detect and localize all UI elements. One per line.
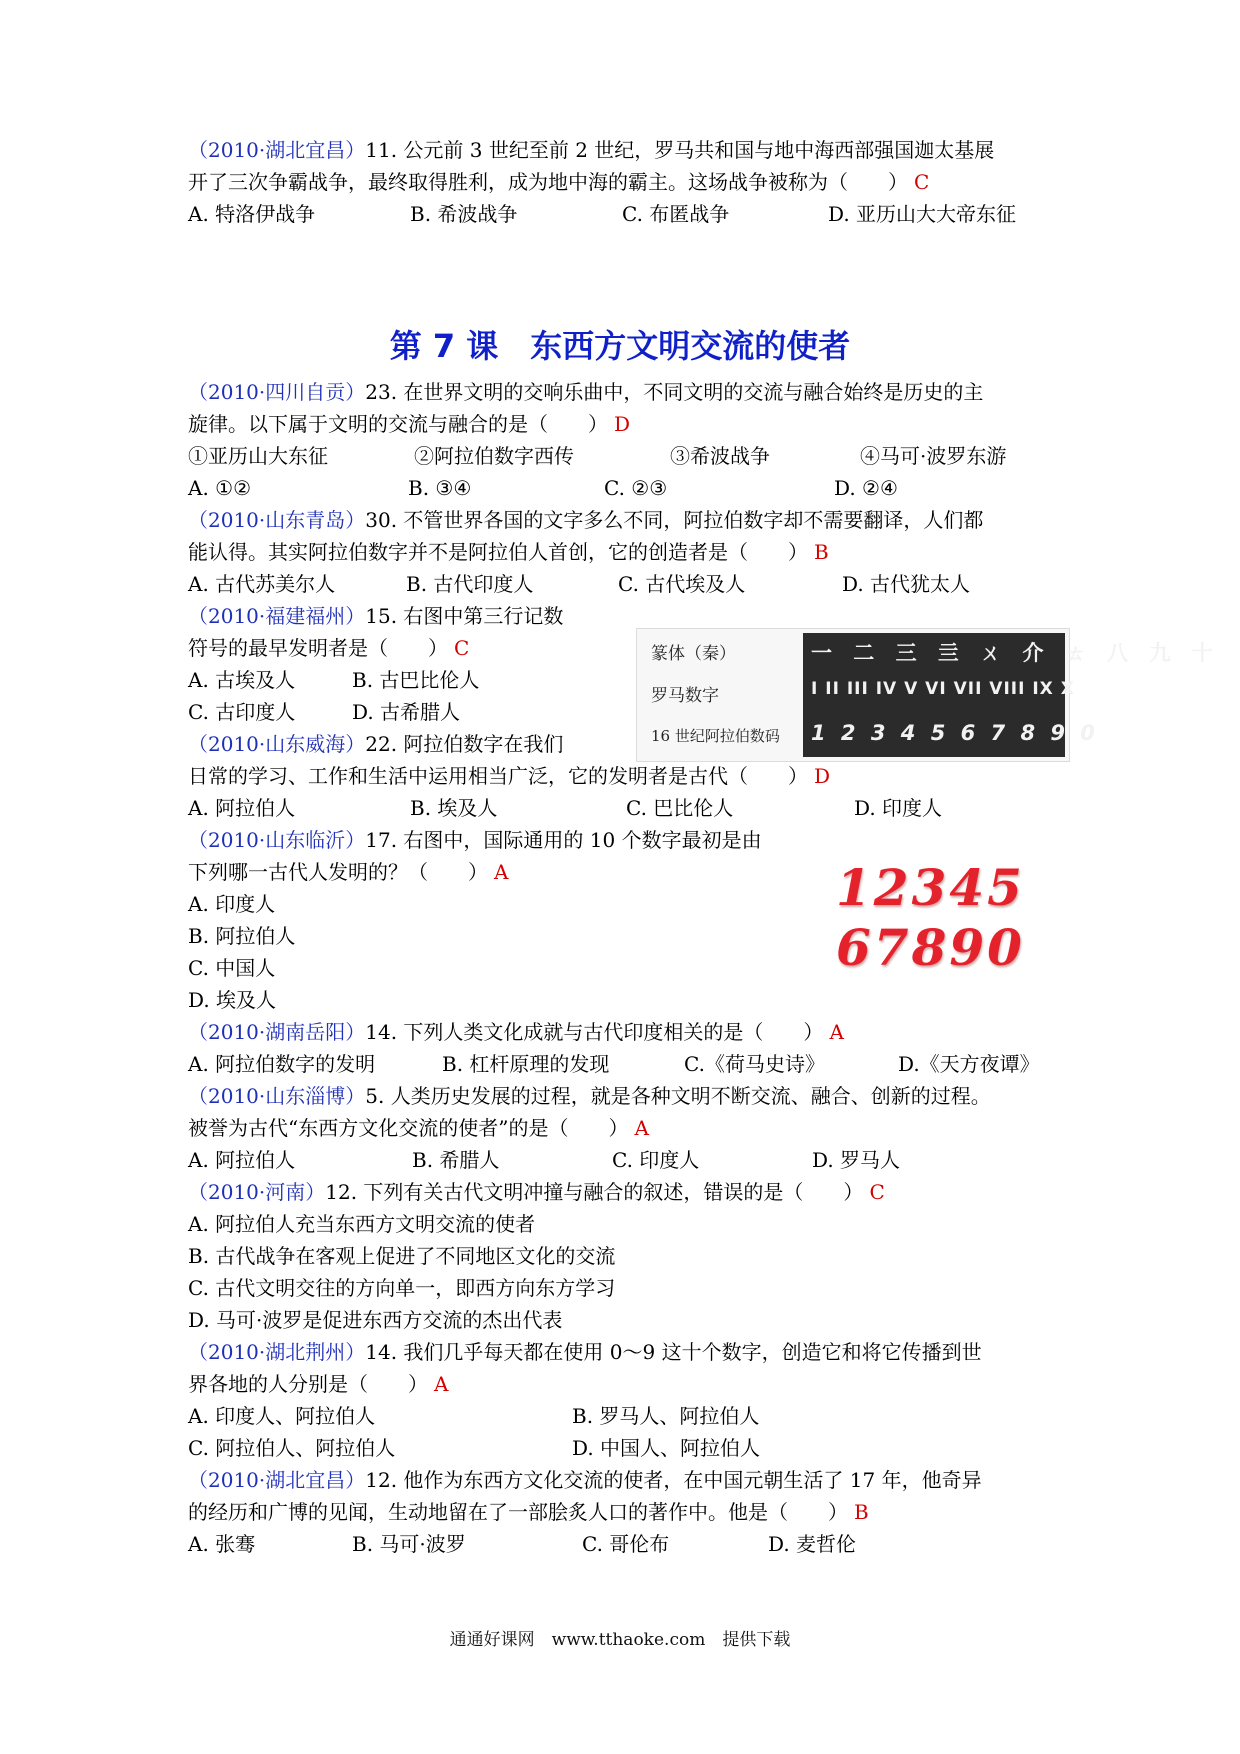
question-text: 11. 公元前 3 世纪至前 2 世纪，罗马共和国与地中海西部强国迦太基展 — [365, 138, 995, 162]
numeral-row-label: 16 世纪阿拉伯数码 — [651, 727, 780, 745]
numeral-row-glyphs: 1 2 3 4 5 6 7 8 9 0 — [811, 721, 1099, 745]
question-line — [188, 1080, 991, 1112]
answer-letter: A — [829, 1020, 844, 1044]
option: C. 中国人 — [188, 956, 276, 980]
question-source: （2010·山东淄博） — [188, 1084, 366, 1108]
answer-letter: C — [869, 1180, 885, 1204]
answer-letter: C — [454, 636, 470, 660]
answer-letter: A — [434, 1372, 449, 1396]
question-text: 17. 右图中，国际通用的 10 个数字最初是由 — [365, 828, 762, 852]
question-text: 23. 在世界文明的交响乐曲中，不同文明的交流与融合始终是历史的主 — [365, 380, 984, 404]
option: B. ③④ — [408, 476, 472, 500]
question-text: 12. 他作为东西方文化交流的使者，在中国元朝生活了 17 年，他奇异 — [365, 1468, 982, 1492]
option: B. 杠杆原理的发现 — [442, 1052, 610, 1076]
option: C. 布匿战争 — [622, 202, 730, 226]
question-source: （2010·山东青岛） — [188, 508, 366, 532]
answer-letter: A — [494, 860, 509, 884]
option: A. 阿拉伯人 — [188, 796, 296, 820]
option: A. 阿拉伯数字的发明 — [188, 1052, 376, 1076]
question-text: 被誉为古代“东西方文化交流的使者”的是（ ） — [188, 1116, 629, 1140]
question-source: （2010·湖北荆州） — [188, 1340, 366, 1364]
option: B. 罗马人、阿拉伯人 — [572, 1404, 760, 1428]
lesson-number: 第 7 课 — [389, 327, 499, 365]
option: D. 古希腊人 — [352, 700, 461, 724]
option: C. 巴比伦人 — [626, 796, 734, 820]
option: B. 阿拉伯人 — [188, 924, 296, 948]
question-text: 开了三次争霸战争，最终取得胜利，成为地中海的霸主。这场战争被称为（ ） — [188, 170, 908, 194]
numeral-row-label: 罗马数字 — [651, 686, 719, 706]
question-line — [188, 166, 929, 198]
question-line — [188, 1496, 869, 1528]
question-text: 12. 下列有关古代文明冲撞与融合的叙述，错误的是（ ） — [325, 1180, 864, 1204]
digits-row: 67890 — [836, 918, 1025, 977]
question-line — [188, 760, 830, 792]
question-line — [188, 1368, 448, 1400]
question-text: 下列哪一古代人发明的？（ ） — [188, 860, 488, 884]
lesson-title — [0, 324, 1240, 368]
question-line — [188, 1112, 649, 1144]
option: C. ②③ — [604, 476, 668, 500]
question-text: 15. 右图中第三行记数 — [365, 604, 564, 628]
question-source: （2010·山东临沂） — [188, 828, 366, 852]
option: D. 中国人、阿拉伯人 — [572, 1436, 761, 1460]
answer-letter: D — [614, 412, 631, 436]
option: A. 印度人、阿拉伯人 — [188, 1404, 376, 1428]
option: D. 亚历山大大帝东征 — [828, 202, 1017, 226]
question-line — [188, 1464, 982, 1496]
arabic-digits-image — [836, 858, 1066, 996]
option: A. 古代苏美尔人 — [188, 572, 336, 596]
option: C. 印度人 — [612, 1148, 700, 1172]
option: A. 张骞 — [188, 1532, 256, 1556]
question-line — [188, 600, 563, 632]
question-text: 14. 下列人类文化成就与古代印度相关的是（ ） — [365, 1020, 824, 1044]
option: D. 古代犹太人 — [842, 572, 971, 596]
option: B. 古代战争在客观上促进了不同地区文化的交流 — [188, 1244, 616, 1268]
item: ③希波战争 — [670, 444, 770, 468]
option: A. 古埃及人 — [188, 668, 296, 692]
digits-row: 12345 — [836, 858, 1025, 917]
option: B. 希波战争 — [410, 202, 518, 226]
option: B. 希腊人 — [412, 1148, 500, 1172]
item: ①亚历山大东征 — [188, 444, 328, 468]
page-footer: 通通好课网 www.tthaoke.com 提供下载 — [449, 1630, 791, 1650]
option: D. 马可·波罗是促进东西方交流的杰出代表 — [188, 1308, 563, 1332]
question-line — [188, 376, 983, 408]
option: A. 印度人 — [188, 892, 276, 916]
option: C. 阿拉伯人、阿拉伯人 — [188, 1436, 396, 1460]
question-text: 5. 人类历史发展的过程，就是各种文明不断交流、融合、创新的过程。 — [365, 1084, 991, 1108]
numeral-row-glyphs: I II III IV V VI VII VIII IX X — [811, 679, 1075, 699]
question-line — [188, 408, 630, 440]
item: ④马可·波罗东游 — [860, 444, 1007, 468]
option: C. 哥伦布 — [582, 1532, 670, 1556]
question-line — [188, 1336, 982, 1368]
option: D. 埃及人 — [188, 988, 277, 1012]
option: D. 印度人 — [854, 796, 943, 820]
item: ②阿拉伯数字西传 — [414, 444, 574, 468]
numeral-row-label: 篆体（秦） — [651, 644, 736, 664]
question-text: 的经历和广博的见闻，生动地留在了一部脍炙人口的著作中。他是（ ） — [188, 1500, 848, 1524]
option: D. 罗马人 — [812, 1148, 901, 1172]
question-source: （2010·四川自贡） — [188, 380, 366, 404]
question-text: 日常的学习、工作和生活中运用相当广泛，它的发明者是古代（ ） — [188, 764, 808, 788]
question-line — [188, 1016, 844, 1048]
question-source: （2010·湖南岳阳） — [188, 1020, 366, 1044]
question-line — [188, 632, 469, 664]
option: D. ②④ — [834, 476, 898, 500]
option: C. 古代埃及人 — [618, 572, 746, 596]
question-line — [188, 824, 762, 856]
question-source: （2010·湖北宜昌） — [188, 138, 366, 162]
option: C. 古代文明交往的方向单一，即西方向东方学习 — [188, 1276, 616, 1300]
question-line — [188, 856, 508, 888]
option: D. 麦哲伦 — [768, 1532, 857, 1556]
question-source: （2010·河南） — [188, 1180, 326, 1204]
option: A. 阿拉伯人充当东西方文明交流的使者 — [188, 1212, 536, 1236]
option: D.《天方夜谭》 — [898, 1052, 1040, 1076]
answer-letter: B — [854, 1500, 869, 1524]
option: A. 特洛伊战争 — [188, 202, 316, 226]
answer-letter: C — [914, 170, 930, 194]
option: B. 古巴比伦人 — [352, 668, 480, 692]
answer-letter: D — [814, 764, 831, 788]
question-line — [188, 1176, 885, 1208]
question-line — [188, 728, 563, 760]
answer-letter: B — [814, 540, 829, 564]
numeral-comparison-image — [636, 628, 1220, 762]
lesson-name: 东西方文明交流的使者 — [530, 327, 851, 365]
numeral-row-glyphs: 一 二 三 亖 ㄨ 介 ㄊ 八 九 十 — [811, 641, 1220, 665]
question-text: 界各地的人分别是（ ） — [188, 1372, 428, 1396]
option: B. 埃及人 — [410, 796, 498, 820]
question-line — [188, 134, 994, 166]
option: A. ①② — [188, 476, 252, 500]
question-source: （2010·湖北宜昌） — [188, 1468, 366, 1492]
question-source: （2010·福建福州） — [188, 604, 366, 628]
question-text: 22. 阿拉伯数字在我们 — [365, 732, 564, 756]
question-text: 14. 我们几乎每天都在使用 0～9 这十个数字，创造它和将它传播到世 — [365, 1340, 982, 1364]
option: B. 古代印度人 — [406, 572, 534, 596]
option: A. 阿拉伯人 — [188, 1148, 296, 1172]
answer-letter: A — [634, 1116, 649, 1140]
question-line — [188, 504, 983, 536]
option: C.《荷马史诗》 — [684, 1052, 825, 1076]
question-text: 能认得。其实阿拉伯数字并不是阿拉伯人首创，它的创造者是（ ） — [188, 540, 808, 564]
option: B. 马可·波罗 — [352, 1532, 466, 1556]
question-text: 30. 不管世界各国的文字多么不同，阿拉伯数字却不需要翻译，人们都 — [365, 508, 984, 532]
question-text: 旋律。以下属于文明的交流与融合的是（ ） — [188, 412, 608, 436]
question-text: 符号的最早发明者是（ ） — [188, 636, 448, 660]
option: C. 古印度人 — [188, 700, 296, 724]
question-source: （2010·山东威海） — [188, 732, 366, 756]
question-line — [188, 536, 829, 568]
